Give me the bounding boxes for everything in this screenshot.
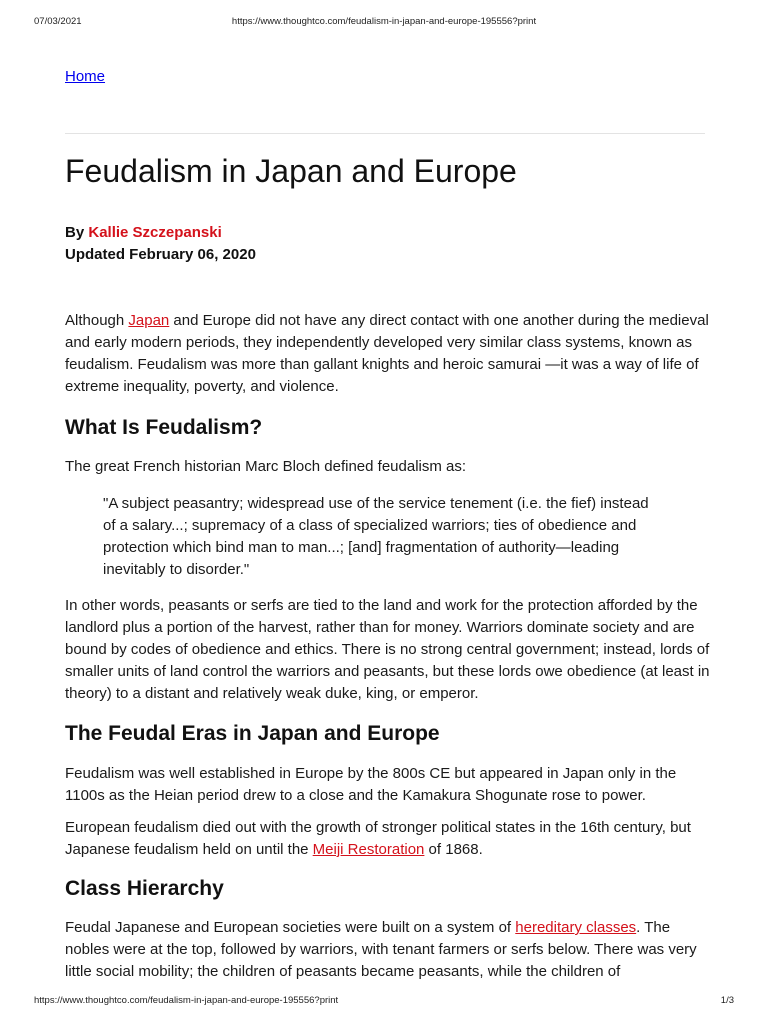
section1-paragraph: In other words, peasants or serfs are tied to the land and work for the protection afforded by the landlord plus a portion of the harvest, rather than for money. Warriors dominate society and are bound by codes of obedience and ethics. There is no strong central government; instead, lords of smaller units of land control the warriors and peasants, but these lords owe obedience (at least in theory) to a distant and relatively weak duke, king, or emperor. xyxy=(65,597,710,702)
section1-lead-wrap xyxy=(65,456,710,478)
section-what-is-feudalism xyxy=(65,413,710,443)
section2-text-start: European feudalism died out with the growth of stronger political states in the 16th century, but Japanese feudalism held on until the xyxy=(65,819,691,858)
page-number: 1/3 xyxy=(720,995,734,1006)
footer-url: https://www.thoughtco.com/feudalism-in-japan-and-europe-195556?print xyxy=(34,995,339,1006)
meiji-restoration-link[interactable]: Meiji Restoration xyxy=(312,841,425,858)
home-link[interactable]: Home xyxy=(65,68,106,85)
section2-text-end: of 1868. xyxy=(424,841,483,858)
section3-paragraph xyxy=(65,917,710,983)
section-heading: The Feudal Eras in Japan and Europe xyxy=(65,722,440,745)
bloch-quote: "A subject peasantry; widespread use of the service tenement (i.e. the fief) instead of a salary...; supremacy of a class of specialized warriors; ties of obedience and protection which bind man to man...; [and] fragmentation of authority—leading inevitably to disorder." xyxy=(103,495,649,578)
author-link[interactable]: Kallie Szczepanski xyxy=(88,224,222,241)
section-heading: Class Hierarchy xyxy=(65,877,224,900)
section1-lead: The great French historian Marc Bloch defined feudalism as: xyxy=(65,458,467,475)
section-heading: What Is Feudalism? xyxy=(65,416,263,439)
section3-text-end: . The nobles were at the top, followed by warriors, with tenant farmers or serfs below. There was very little social mobility; the children of peasants became peasants, while the children of xyxy=(65,919,697,980)
bloch-quote-wrap xyxy=(65,493,710,581)
article-title: Feudalism in Japan and Europe xyxy=(65,153,517,189)
section2-para1-wrap xyxy=(65,763,710,807)
updated-date: Updated February 06, 2020 xyxy=(65,246,256,263)
japan-link[interactable]: Japan xyxy=(128,312,170,329)
section3-text-start: Feudal Japanese and European societies were built on a system of xyxy=(65,919,516,936)
intro-text-end: and Europe did not have any direct contact with one another during the medieval and early modern periods, they independently developed very similar class systems, known as feudalism. Feudalism was more than gallant knights and heroic samurai —it was a way of life of extreme inequality, poverty, and violence. xyxy=(65,312,709,395)
section3-para-wrap xyxy=(65,917,710,983)
print-date: 07/03/2021 xyxy=(34,16,82,27)
section2-paragraph-1: Feudalism was well established in Europe by the 800s CE but appeared in Japan only in the 1100s as the Heian period drew to a close and the Kamakura Shogunate rose to power. xyxy=(65,765,677,804)
by-label: By xyxy=(65,224,85,241)
section2-paragraph-2 xyxy=(65,817,710,861)
section1-para-wrap xyxy=(65,595,710,705)
intro-text-start: Although xyxy=(65,312,129,329)
intro-paragraph xyxy=(65,310,710,398)
section-class-hierarchy xyxy=(65,874,710,904)
section-feudal-eras xyxy=(65,719,710,749)
divider xyxy=(65,133,705,134)
section2-para2-wrap xyxy=(65,817,710,861)
hereditary-classes-link[interactable]: hereditary classes xyxy=(515,919,637,936)
byline xyxy=(65,222,256,266)
print-url: https://www.thoughtco.com/feudalism-in-japan-and-europe-195556?print xyxy=(231,16,537,27)
